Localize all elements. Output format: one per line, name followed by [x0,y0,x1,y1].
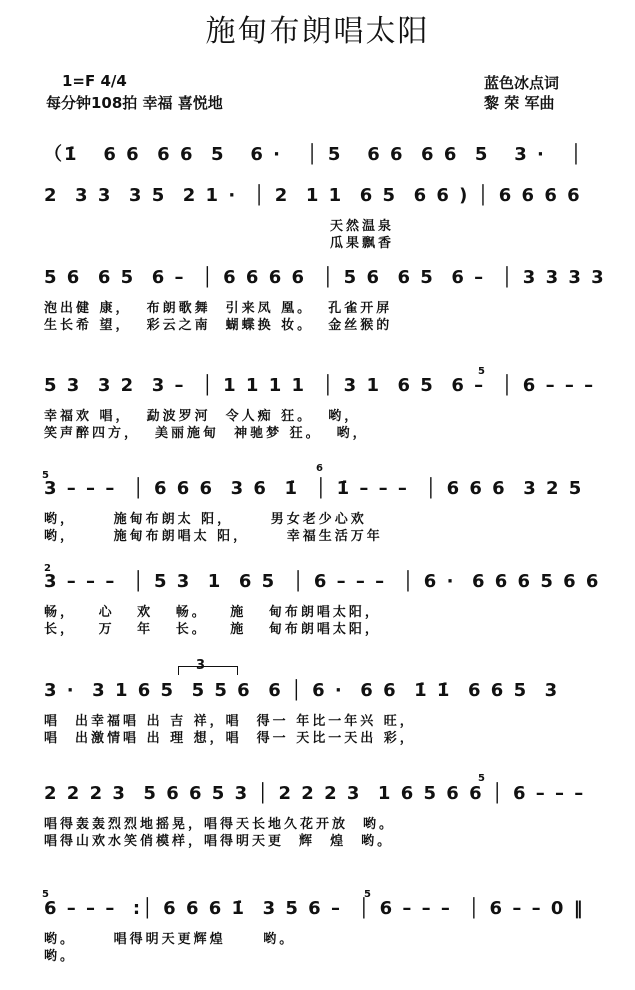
notation-line: 5 3 3 2 3 – │ 1 1 1 1 │ 3 1 6 5 6 – │ 6 – – – [44,375,596,396]
composer-credit: 黎 荣 军曲 [484,94,555,112]
notation-line: 3 – – – │ 5 3 1 6 5 │ 6 – – – │ 6 · 6 6 6 5 6 6 [44,571,601,592]
lyric-line: 哟， 施甸布朗太 阳， 男女老少心欢 [44,512,367,527]
notation-line: 2 2 2 3 5 6 6 5 3 │ 2 2 2 3 1 6 5 6 6 │ 6 – – – [44,783,586,804]
notation-line: 3 – – – │ 6 6 6 3 6 1̇ │ 1̇ – – – │ 6 6 6 3 2 5 [44,478,584,499]
register-indicator: 6 [316,463,323,474]
lyric-line: 生长希 望， 彩云之南 蝴蝶换 妆。 金丝猴的 [44,318,393,333]
register-indicator: 2 [44,563,51,574]
notation-line: 5 6 6 5 6 – │ 6 6 6 6 │ 5 6 6 5 6 – │ 3 3 3 3 [44,267,606,288]
lyric-line: 笑声醉四方， 美丽施甸 神驰梦 狂。 哟， [44,426,369,441]
triplet-mark: 3 [196,658,206,673]
register-indicator: 5 [478,773,485,784]
lyric-line: 瓜果飘香 [44,236,394,251]
lyric-line: 哟， 施甸布朗唱太 阳， 幸福生活万年 [44,529,383,544]
lyric-line: 哟。 [44,949,77,964]
song-title: 施甸布朗唱太阳 [205,14,430,49]
lyric-line: 天然温泉 [44,219,394,234]
lyric-line: 泡出健 康， 布朗歌舞 引来凤 凰。 孔雀开屏 [44,301,393,316]
lyric-line: 唱得轰轰烈烈地摇晃，唱得天长地久花开放 哟。 [44,817,396,832]
notation-line: 6 – – – :│ 6 6 6 1̇ 3 5 6 – │ 6 – – – │ 6 – – 0 ‖ [44,898,585,919]
lyric-line: 哟。 唱得明天更辉煌 哟。 [44,932,296,947]
register-indicator: 5 [478,366,485,377]
register-indicator: 5 [42,889,49,900]
lyric-line: 唱 出幸福唱 出 吉 祥，唱 得一 年比一年兴 旺， [44,714,416,729]
register-indicator: 5 [42,470,49,481]
lyricist-credit: 蓝色冰点词 [484,74,560,92]
lyric-line: 唱得山欢水笑俏模样，唱得明天更 辉 煌 哟。 [44,834,394,849]
register-indicator: 5 [364,889,371,900]
lyric-line: 畅， 心 欢 畅。 施 甸布朗唱太阳， [44,605,381,620]
key-signature: 1=F 4/4 [62,72,127,90]
notation-line: 2 3 3 3 5 2 1 · │ 2 1 1 6 5 6 6 ) │ 6 6 6 6 [44,185,582,206]
lyric-line: 唱 出激情唱 出 理 想，唱 得一 天比一天出 彩， [44,731,416,746]
lyric-line: 幸福欢 唱， 勐波罗河 令人痴 狂。 哟， [44,409,361,424]
notation-line: （1̇ 6 6 6 6 5 6 · │ 5 6 6 6 6 5 3 · │ [44,144,584,165]
lyric-line: 长， 万 年 长。 施 甸布朗唱太阳， [44,622,381,637]
notation-line: 3 · 3 1 6 5 5 5 6 6 │ 6 · 6 6 1̇ 1̇ 6 6 5 3 [44,680,560,701]
tempo-marking: 每分钟108拍 幸福 喜悦地 [46,94,223,112]
triplet-bracket [178,666,238,675]
